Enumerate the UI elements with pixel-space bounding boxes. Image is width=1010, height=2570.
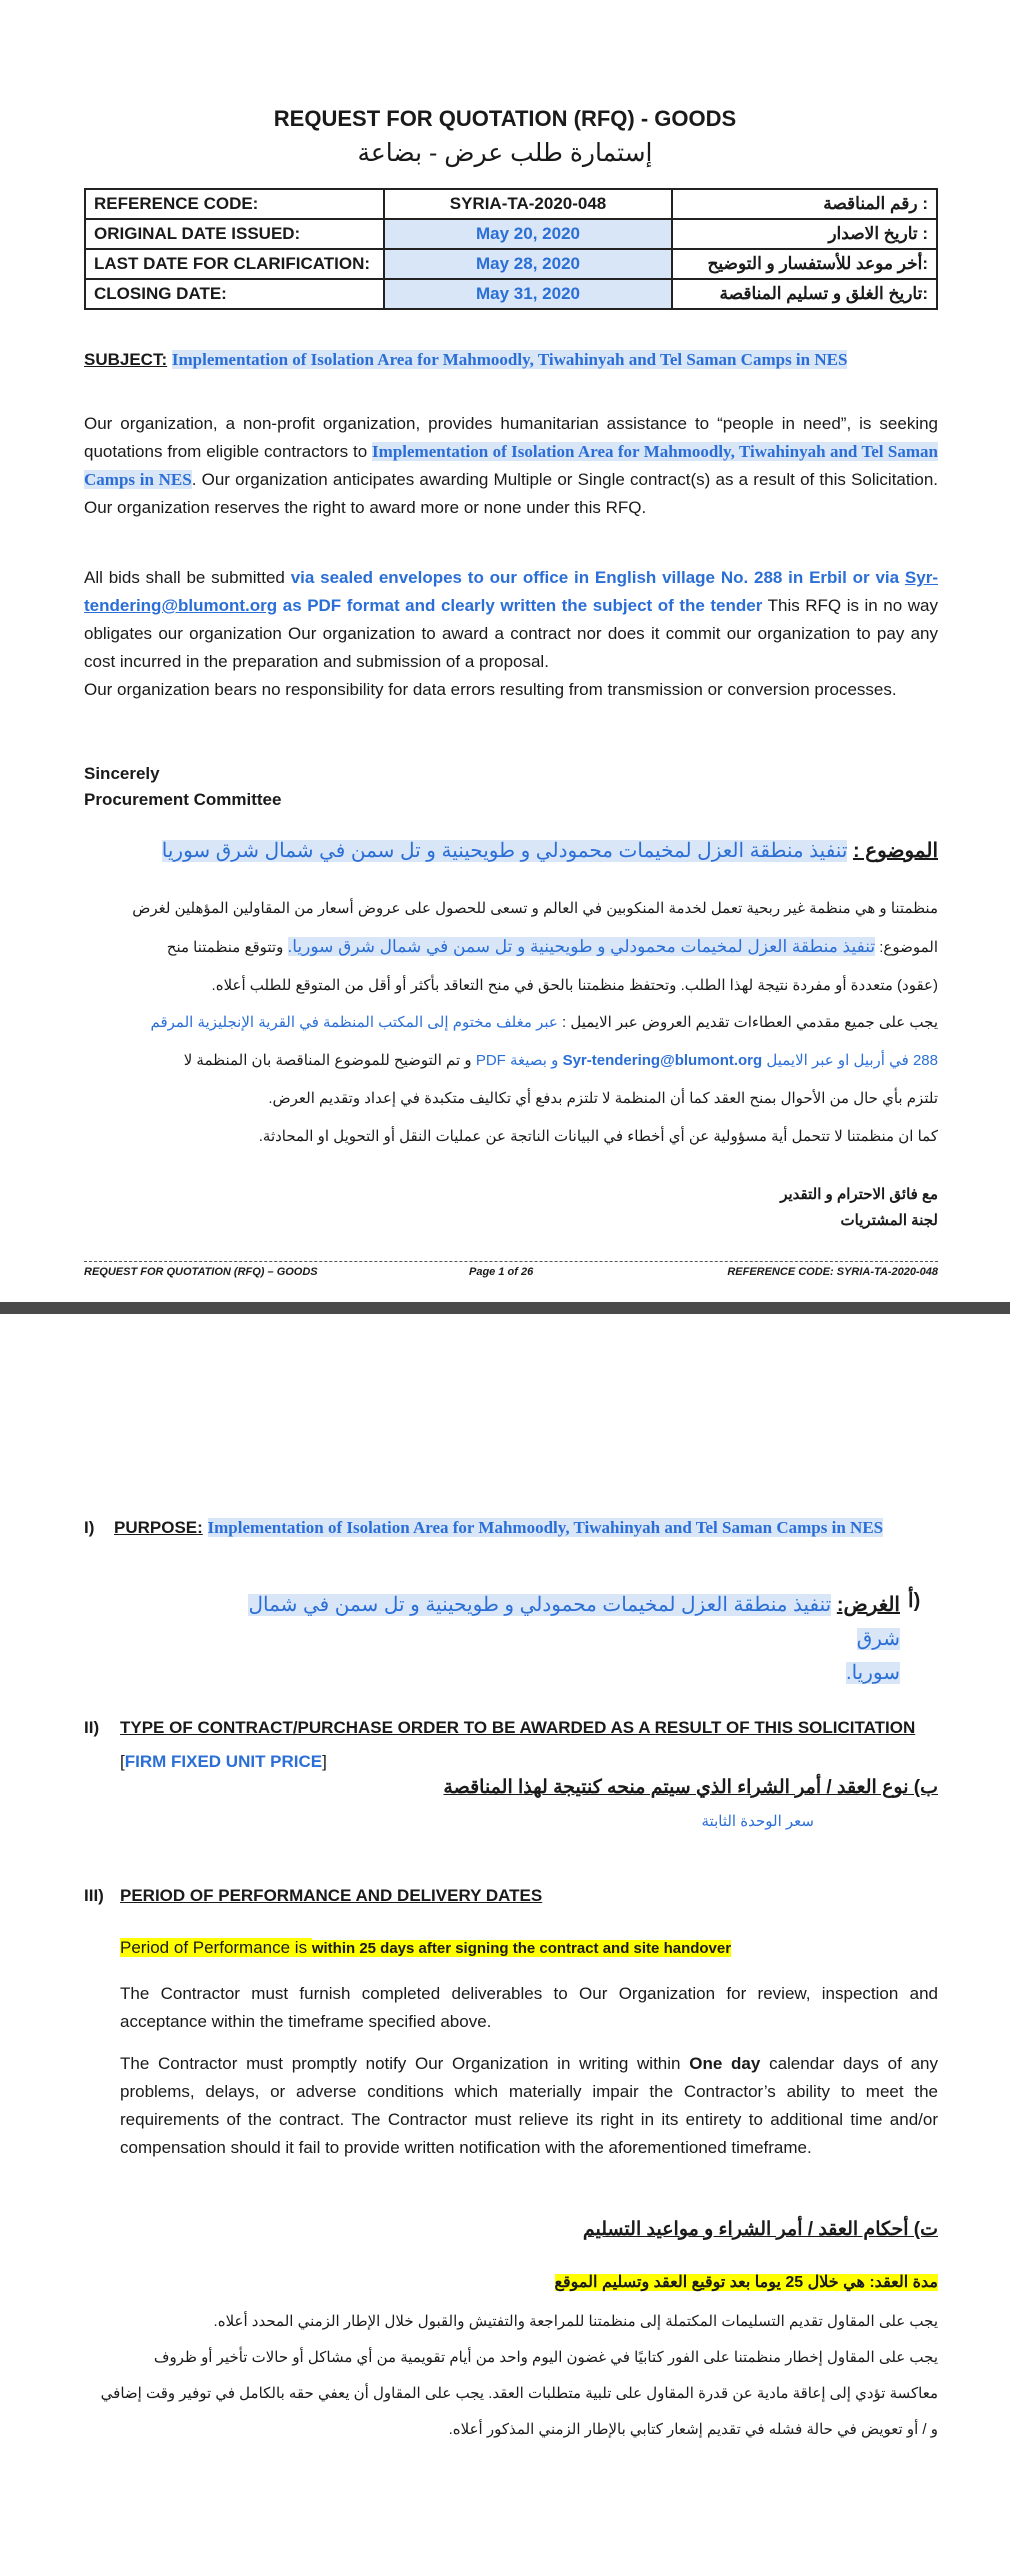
sincerely: Sincerely [84, 764, 160, 783]
arabic-email-link[interactable]: Syr-tendering@blumont.org [562, 1052, 763, 1069]
section-3-heading: PERIOD OF PERFORMANCE AND DELIVERY DATES [120, 1886, 543, 1905]
ar-purpose-text-line1: تنفيذ منطقة العزل لمخيمات محمودلي و طويحينية و تل سمن في شمال شرق [248, 1594, 900, 1650]
reference-table [84, 188, 938, 310]
notification-paragraph [120, 2050, 938, 2162]
section-1-purpose [114, 1514, 938, 1542]
arabic-submission-line [84, 1004, 938, 1042]
ref-code-value: SYRIA-TA-2020-048 [384, 189, 672, 219]
notification-text: The Contractor must promptly notify Our Organization in writing within [120, 2054, 681, 2073]
arabic-intro-subject: تنفيذ منطقة العزل لمخيمات محمودلي و طويحينية و تل سمن في شمال شرق سوريا. [287, 937, 876, 956]
document-page-2 [0, 1314, 1010, 2570]
footer-page-number: Page 1 of 26 [469, 1266, 534, 1278]
arabic-submission-text: و تم التوضيح للموضوع المناقصة بان المنظمة لا [183, 1052, 472, 1069]
page-footer [84, 1261, 938, 1278]
section-1-ar-number: أ) [908, 1590, 921, 1612]
submission-text: All bids shall be submitted [84, 568, 285, 587]
subject-text: Implementation of Isolation Area for Mahmoodly, Tiwahinyah and Tel Saman Camps in NES [171, 350, 848, 369]
period-label: Period of Performance is [120, 1938, 308, 1957]
title-english: REQUEST FOR QUOTATION (RFQ) - GOODS [273, 106, 737, 131]
footer-left: REQUEST FOR QUOTATION (RFQ) – GOODS [84, 1266, 318, 1278]
ar-period-text: مدة العقد: هي خلال 25 يوما بعد توقيع العقد وتسليم الموقع [554, 2274, 938, 2291]
responsibility-paragraph: Our organization bears no responsibility for data errors resulting from transmission or conversion processes. [84, 680, 897, 699]
closing-date-label-ar: تاريخ الغلق و تسليم المناقصة: [672, 279, 937, 309]
arabic-intro-text: وتتوقع منظمتنا منح [166, 939, 284, 956]
arabic-regards: مع فائق الاحترام و التقدير [780, 1186, 938, 1203]
intro-subject: Implementation of Isolation Area for Mahmoodly, Tiwahinyah and Tel Saman Camps in NES [84, 442, 938, 489]
submission-format: as PDF format and clearly written the subject of the tender [282, 596, 763, 615]
arabic-subject-text: تنفيذ منطقة العزل لمخيمات محمودلي و طويحينية و تل سمن في شمال شرق سوريا [161, 840, 848, 862]
arabic-subject [84, 838, 938, 863]
email-link[interactable]: Syr-tendering@blumont.org [84, 568, 938, 615]
intro-text: Our organization, a non-profit organization, provides humanitarian assistance to “people in need”, is seeking quotations from eligible contractors to [84, 414, 938, 461]
arabic-submission-erbil: 288 في أربيل او عبر الايميل [766, 1052, 938, 1069]
arabic-submission-text: يجب على جميع مقدمي العطاءات تقديم العروض عبر الايميل : [562, 1014, 938, 1031]
ar-purpose-label: الغرض: [836, 1594, 900, 1616]
ar-paragraph-line: يجب على المقاول تقديم التسليمات المكتملة إلى منظمتنا للمراجعة والتفتيش والقبول خلال الإطار الزمني المحدد أعلاه. [213, 2313, 938, 2330]
clarification-date-label: LAST DATE FOR CLARIFICATION: [85, 249, 384, 279]
ref-code-label-ar: رقم المناقصة : [672, 189, 937, 219]
subject-line [84, 346, 938, 374]
notification-text-end: calendar days of any problems, delays, or adverse conditions which materially impair the Contractor’s ability to meet the requirements of the contract. The Contractor must relieve its right in its entirety to additional time and/or compensation should it fail to provide written notification with the aforementioned timeframe. [120, 2054, 938, 2157]
contract-type-value: FIRM FIXED UNIT PRICE [124, 1752, 323, 1771]
section-3-ar-heading: ت) أحكام العقد / أمر الشراء و مواعيد التسليم [582, 2219, 938, 2240]
clarification-date-label-ar: أخر موعد للأستفسار و التوضيح: [672, 249, 937, 279]
ar-paragraph-line: و / أو تعويض في حالة فشله في تقديم إشعار كتابي بالإطار الزمني المذكور أعلاه. [448, 2421, 938, 2438]
arabic-intro-line: منظمتنا و هي منظمة غير ربحية تعمل لخدمة المنكوبين في العالم و تسعى للحصول على عروض أسعار من المقاولين المؤهلين لغرض [132, 900, 938, 917]
intro-text-end: . Our organization anticipates awarding Multiple or Single contract(s) as a result of this Solicitation. Our organization reserves the right to award more or none under this RFQ. [84, 470, 938, 517]
ref-code-label: REFERENCE CODE: [85, 189, 384, 219]
notification-period: One day [689, 2054, 761, 2073]
ar-paragraph-line: يجب على المقاول إخطار منظمتنا على الفور كتابيًا في غضون اليوم واحد من أيام تقويمية من أي مشاكل أو حالات تأخير أو ظروف [153, 2349, 938, 2366]
table-row [85, 279, 937, 309]
submission-paragraph [84, 564, 938, 676]
table-row [85, 189, 937, 219]
submission-disclaimer: This RFQ is in no way obligates our organization Our organization to award a contract nor does it commit our organization to pay any cost incurred in the preparation and submission of a proposal. [84, 596, 938, 671]
section-3-number: III) [84, 1886, 104, 1905]
arabic-intro-line [84, 928, 938, 967]
subject-label: SUBJECT: [84, 350, 168, 369]
submission-location: via sealed envelopes to our office in English village No. 288 in Erbil or via [290, 568, 900, 587]
page-separator [0, 1302, 1010, 1314]
section-2-ar-heading: ب) نوع العقد / أمر الشراء الذي سيتم منحه كنتيجة لهذا المناقصة [443, 1777, 938, 1798]
table-row [85, 219, 937, 249]
arabic-committee: لجنة المشتريات [840, 1212, 938, 1229]
section-1-ar-purpose [240, 1588, 900, 1690]
closing-date-value: May 31, 2020 [384, 279, 672, 309]
purpose-label: PURPOSE: [114, 1518, 203, 1537]
arabic-intro-paragraph [84, 890, 938, 1005]
ar-purpose-text-line2: سوريا. [846, 1662, 900, 1684]
ar-deliverables-paragraph [84, 2304, 938, 2448]
arabic-submission-paragraph [84, 1004, 938, 1156]
arabic-submission-line: تلتزم بأي حال من الأحوال بمنح العقد كما أن المنظمة لا تلتزم بدفع أي تكاليف متكبدة في إعداد وتقديم العرض. [268, 1090, 938, 1107]
period-value: within 25 days after signing the contract and site handover [311, 1940, 732, 1957]
intro-paragraph [84, 410, 938, 522]
table-row [85, 249, 937, 279]
procurement-committee: Procurement Committee [84, 790, 282, 809]
issued-date-value: May 20, 2020 [384, 219, 672, 249]
contract-type: [FIRM FIXED UNIT PRICE] [120, 1752, 327, 1771]
arabic-signoff [84, 1182, 938, 1234]
issued-date-label: ORIGINAL DATE ISSUED: [85, 219, 384, 249]
arabic-subject-label: الموضوع : [852, 840, 938, 862]
deliverables-paragraph: The Contractor must furnish completed deliverables to Our Organization for review, inspection and acceptance within the timeframe specified above. [120, 1984, 938, 2031]
arabic-submission-line [84, 1042, 938, 1080]
issued-date-label-ar: تاريخ الاصدار : [672, 219, 937, 249]
purpose-text: Implementation of Isolation Area for Mahmoodly, Tiwahinyah and Tel Saman Camps in NES [207, 1518, 884, 1537]
ar-period-of-performance [84, 2272, 938, 2292]
arabic-submission-format: و بصيغة PDF [475, 1052, 559, 1069]
arabic-subject-ref: الموضوع: [879, 939, 938, 956]
footer-right: REFERENCE CODE: SYRIA-TA-2020-048 [727, 1266, 938, 1278]
period-of-performance [120, 1934, 731, 1963]
section-1-number: I) [84, 1518, 95, 1537]
ar-paragraph-line: معاكسة تؤدي إلى إعاقة مادية عن قدرة المقاول على تلبية متطلبات العقد. يجب على المقاول أن يعفي حقه بالكامل في توفير وقت إضافي [100, 2385, 938, 2402]
arabic-intro-line: (عقود) متعددة أو مفردة نتيجة لهذا الطلب. وتحتفظ منظمتنا بالحق في منح التعاقد بأكثر أو أقل من المتوقع للطلب أعلاه. [211, 977, 938, 994]
arabic-submission-location: عبر مغلف مختوم إلى المكتب المنظمة في القرية الإنجليزية المرقم [150, 1014, 558, 1031]
arabic-responsibility-line: كما ان منظمتنا لا تتحمل أية مسؤولية عن أي أخطاء في البيانات الناتجة عن عمليات النقل أو التحويل او المحادثة. [258, 1128, 938, 1145]
clarification-date-value: May 28, 2020 [384, 249, 672, 279]
section-2-ar-value: سعر الوحدة الثابتة [701, 1813, 814, 1830]
closing-date-label: CLOSING DATE: [85, 279, 384, 309]
title-arabic: إستمارة طلب عرض - بضاعة [357, 139, 653, 167]
section-2-heading: TYPE OF CONTRACT/PURCHASE ORDER TO BE AWARDED AS A RESULT OF THIS SOLICITATION [120, 1718, 916, 1737]
section-2-number: II) [84, 1718, 100, 1737]
